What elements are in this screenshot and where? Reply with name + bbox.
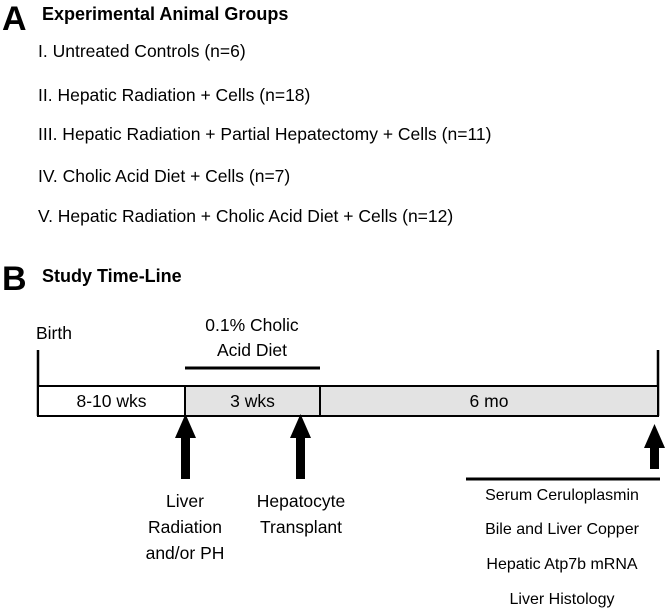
diet-label-line1: 0.1% Cholic [205, 315, 299, 335]
arrow1-label-line1: Liver [166, 491, 204, 511]
birth-label: Birth [36, 323, 72, 343]
segment-label-1: 8-10 wks [76, 391, 147, 411]
arrow-up-icon-3 [644, 424, 665, 469]
arrow1-label-line3: and/or PH [145, 543, 225, 563]
group-item-3: III. Hepatic Radiation + Partial Hepatectomy + Cells (n=11) [38, 124, 492, 144]
arrow-up-icon-1 [175, 414, 196, 479]
outcome-item-1: Serum Ceruloplasmin [485, 487, 639, 504]
arrow1-label-line2: Radiation [148, 517, 222, 537]
outcome-item-4: Liver Histology [509, 591, 615, 608]
panel-b-title: Study Time-Line [42, 266, 182, 286]
arrow-up-icon-2 [290, 414, 311, 479]
panel-a-letter: A [2, 0, 27, 38]
arrow2-label-line2: Transplant [259, 517, 343, 537]
group-item-4: IV. Cholic Acid Diet + Cells (n=7) [38, 166, 291, 186]
group-item-5: V. Hepatic Radiation + Cholic Acid Diet + Cells (n=12) [38, 206, 454, 226]
diet-label-line2: Acid Diet [216, 340, 288, 360]
outcome-item-2: Bile and Liver Copper [485, 521, 639, 538]
arrow2-label-line1: Hepatocyte [256, 491, 346, 511]
group-item-2: II. Hepatic Radiation + Cells (n=18) [38, 85, 311, 105]
outcome-item-3: Hepatic Atp7b mRNA [486, 556, 638, 573]
panel-b-letter: B [2, 260, 27, 298]
group-item-1: I. Untreated Controls (n=6) [38, 41, 246, 61]
panel-a-title: Experimental Animal Groups [42, 4, 289, 24]
segment-label-3: 6 mo [469, 391, 509, 411]
segment-label-2: 3 wks [230, 391, 275, 411]
